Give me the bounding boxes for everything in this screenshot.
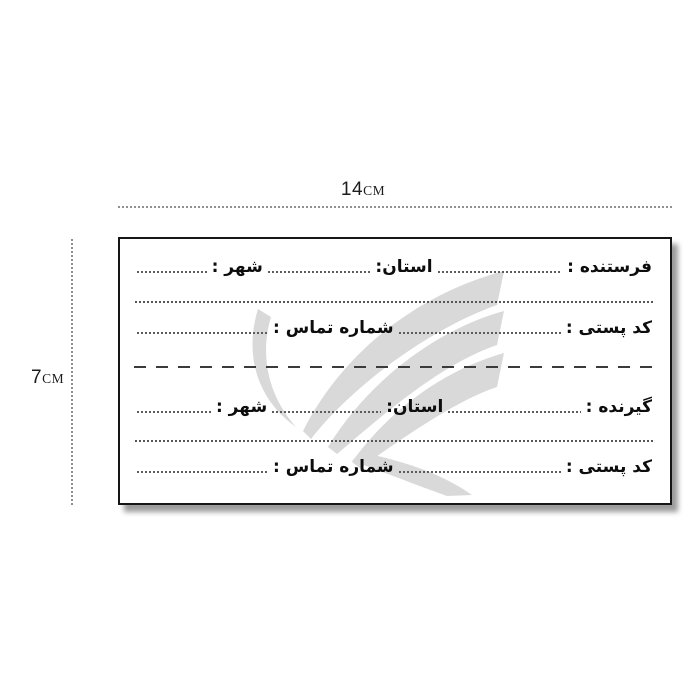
sender-postal-code-blank xyxy=(399,332,561,334)
sender-city-label: شهر : xyxy=(211,256,263,277)
sender-receiver-divider xyxy=(134,366,656,368)
sender-city-blank xyxy=(137,271,207,273)
sender-address-line xyxy=(135,301,655,303)
sender-phone-blank xyxy=(137,332,268,334)
receiver-phone-blank xyxy=(137,471,268,473)
sender-province-blank xyxy=(268,271,371,273)
width-value: 14 xyxy=(340,179,364,200)
receiver-postal-code-blank xyxy=(399,471,561,473)
receiver-row xyxy=(135,391,655,418)
width-measure-line xyxy=(118,206,672,208)
sender-province-label: استان: xyxy=(375,256,433,277)
sender-contact-row xyxy=(135,312,655,339)
receiver-phone-label: شماره تماس : xyxy=(273,456,394,477)
sender-label: فرستنده : xyxy=(567,256,652,277)
width-unit: CM xyxy=(363,183,386,198)
sender-postal-code-label: کد پستی : xyxy=(565,317,652,338)
shipping-label-template xyxy=(118,237,672,505)
sender-row xyxy=(135,251,655,278)
receiver-province-blank xyxy=(272,411,381,413)
sender-phone-label: شماره تماس : xyxy=(273,317,394,338)
receiver-city-label: شهر : xyxy=(215,396,268,417)
sender-name-blank xyxy=(438,271,563,273)
receiver-contact-row xyxy=(135,451,655,478)
height-value: 7 xyxy=(31,367,43,388)
width-dimension-label xyxy=(118,179,608,201)
receiver-city-blank xyxy=(137,411,211,413)
receiver-address-line xyxy=(135,440,655,442)
height-unit: CM xyxy=(42,371,65,386)
receiver-postal-code-label: کد پستی : xyxy=(565,456,652,477)
height-measure-line xyxy=(71,237,73,505)
receiver-name-blank xyxy=(448,411,580,413)
height-dimension-label xyxy=(31,367,64,389)
receiver-province-label: استان: xyxy=(386,396,444,417)
receiver-label: گیرنده : xyxy=(585,396,652,417)
